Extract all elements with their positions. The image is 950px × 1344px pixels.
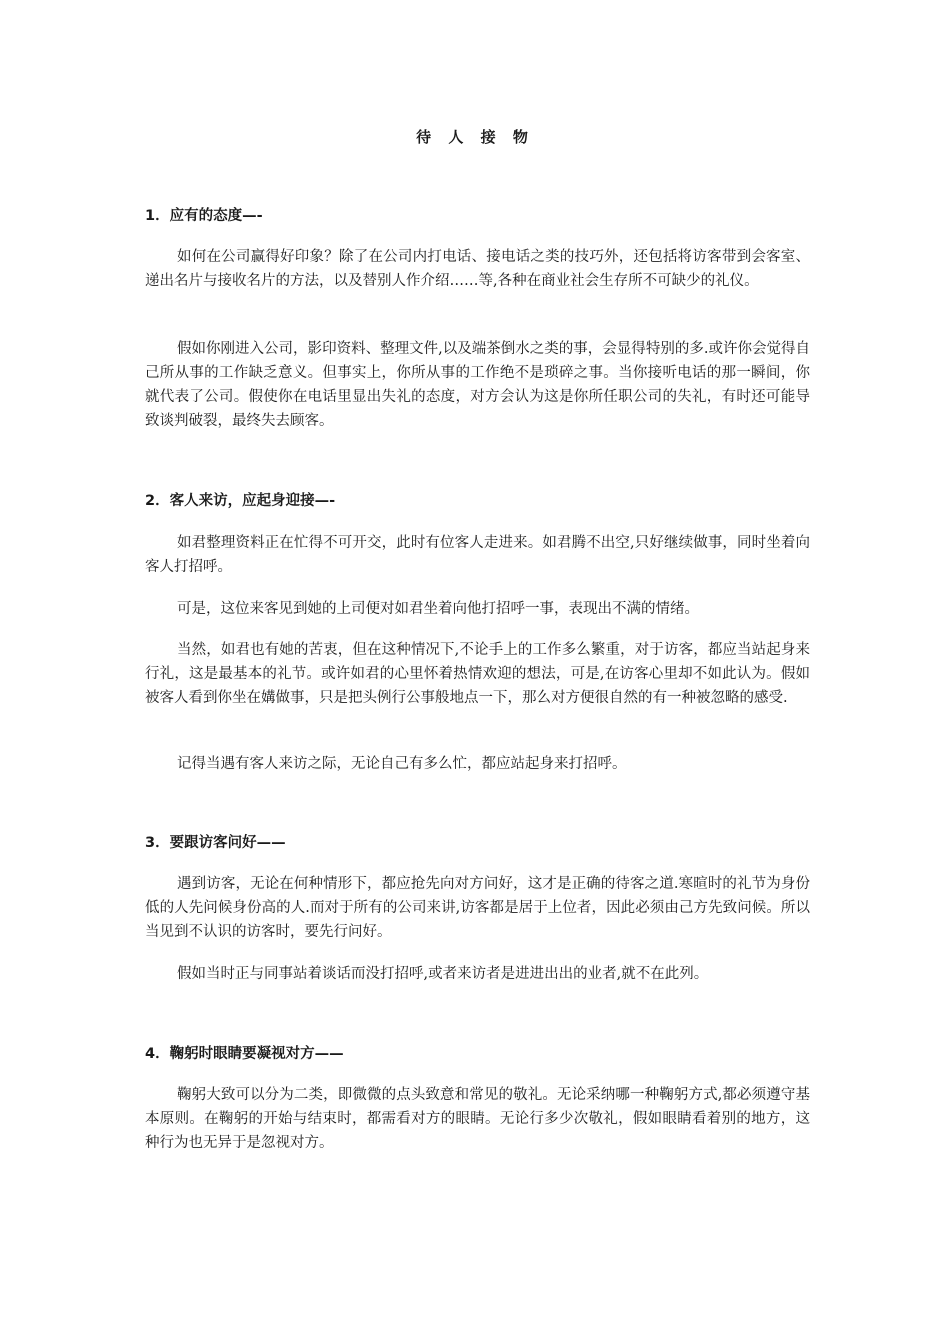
section-2-heading: 2．客人来访，应起身迎接—- xyxy=(145,493,336,509)
section-2-paragraph-4: 记得当遇有客人来访之际，无论自己有多么忙，都应站起身来打招呼。 xyxy=(177,756,627,772)
section-1-paragraph-2: 假如你刚进入公司，影印资料、整理文件,以及端茶倒水之类的事，会显得特别的多.或许你会觉得自己所从事的工作缺乏意义。但事实上，你所从事的工作绝不是琐碎之事。当你接听电话的那一瞬间，你就代表了公司。假使你在电话里显出失礼的态度，对方会认为这是你所任职公司的失礼，有时还可能导致谈判破裂，最终失去顾客。 xyxy=(145,341,810,429)
section-1-heading: 1．应有的态度—- xyxy=(145,208,263,224)
section-2-paragraph-1: 如君整理资料正在忙得不可开交，此时有位客人走进来。如君腾不出空,只好继续做事，同时坐着向客人打招呼。 xyxy=(145,535,810,575)
section-2-paragraph-2: 可是，这位来客见到她的上司便对如君坐着向他打招呼一事，表现出不满的情绪。 xyxy=(177,601,699,617)
section-3-paragraph-1: 遇到访客，无论在何种情形下，都应抢先向对方问好，这才是正确的待客之道.寒暄时的礼节为身份低的人先问候身份高的人.而对于所有的公司来讲,访客都是居于上位者，因此必须由己方先致问候。所以当见到不认识的访客时，要先行问好。 xyxy=(145,876,810,940)
section-4-paragraph-1: 鞠躬大致可以分为二类，即微微的点头致意和常见的敬礼。无论采纳哪一种鞠躬方式,都必须遵守基本原则。在鞠躬的开始与结束时，都需看对方的眼睛。无论行多少次敬礼，假如眼睛看着别的地方，这种行为也无异于是忽视对方。 xyxy=(145,1087,810,1151)
section-3-paragraph-2: 假如当时正与同事站着谈话而没打招呼,或者来访者是进进出出的业者,就不在此列。 xyxy=(177,966,709,982)
section-2-paragraph-3: 当然，如君也有她的苦衷，但在这种情况下,不论手上的工作多么繁重，对于访客，都应当站起身来行礼，这是最基本的礼节。或许如君的心里怀着热情欢迎的想法，可是,在访客心里却不如此认为。假如被客人看到你坐在媾做事，只是把头例行公事般地点一下，那么对方便很自然的有一种被忽略的感受. xyxy=(145,642,810,706)
document-title: 待 人 接 物 xyxy=(416,128,534,146)
section-1-paragraph-1: 如何在公司赢得好印象？除了在公司内打电话、接电话之类的技巧外，还包括将访客带到会客室、递出名片与接收名片的方法，以及替别人作介绍……等,各种在商业社会生存所不可缺少的礼仪。 xyxy=(145,249,810,289)
section-4-heading: 4．鞠躬时眼睛要凝视对方—— xyxy=(145,1046,344,1062)
section-3-heading: 3．要跟访客问好—— xyxy=(145,835,286,851)
